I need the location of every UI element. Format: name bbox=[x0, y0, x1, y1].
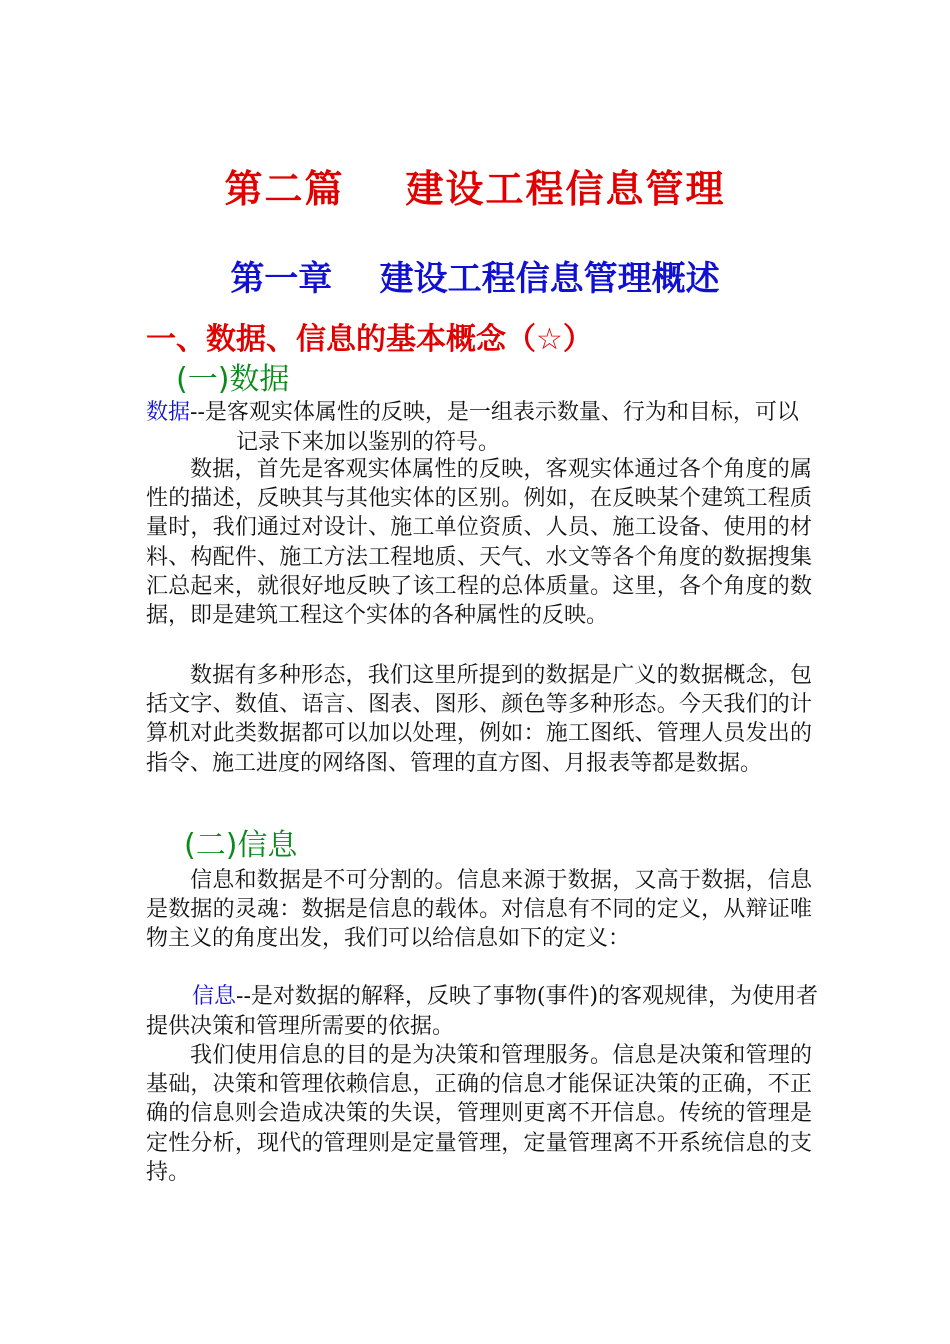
chapter-title: 第一章 建设工程信息管理概述 bbox=[230, 259, 720, 299]
subsection-heading-info: (二)信息 bbox=[184, 828, 298, 863]
info-paragraph-1: 信息和数据是不可分割的。信息来源于数据，又高于数据，信息是数据的灵魂：数据是信息的载体。对信息有不同的定义，从辩证唯物主义的角度出发，我们可以给信息如下的定义： bbox=[146, 868, 812, 952]
data-definition bbox=[146, 398, 812, 458]
info-paragraph-2: 我们使用信息的目的是为决策和管理服务。信息是决策和管理的基础，决策和管理依赖信息，正确的信息才能保证决策的正确，不正确的信息则会造成决策的失误，管理则更离不开信息。传统的管理是定性分析，现代的管理则是定量管理，定量管理离不开系统信息的支持。 bbox=[146, 1043, 812, 1185]
data-paragraph-2: 数据有多种形态，我们这里所提到的数据是广义的数据概念，包括文字、数值、语言、图表、图形、颜色等多种形态。今天我们的计算机对此类数据都可以加以处理，例如：施工图纸、管理人员发出的指令、施工进度的网络图、管理的直方图、月报表等都是数据。 bbox=[146, 663, 812, 776]
info-definition-term: 信息 bbox=[192, 984, 237, 1009]
section-heading: 一、数据、信息的基本概念（☆） bbox=[146, 322, 593, 357]
data-definition-term: 数据 bbox=[146, 400, 191, 425]
data-definition-text: --是客观实体属性的反映，是一组表示数量、行为和目标，可以记录下来加以鉴别的符号。 bbox=[190, 400, 799, 455]
data-paragraph-1: 数据，首先是客观实体属性的反映，客观实体通过各个角度的属性的描述，反映其与其他实体的区别。例如，在反映某个建筑工程质量时，我们通过对设计、施工单位资质、人员、施工设备、使用的材料、构配件、施工方法工程地质、天气、水文等各个角度的数据搜集汇总起来，就很好地反映了该工程的总体质量。这里，各个角度的数据，即是建筑工程这个实体的各种属性的反映。 bbox=[146, 457, 812, 629]
part-title: 第二篇 建设工程信息管理 bbox=[224, 166, 726, 211]
info-definition bbox=[146, 982, 826, 1042]
info-definition-text: --是对数据的解释，反映了事物(事件)的客观规律，为使用者提供决策和管理所需要的依据。 bbox=[146, 984, 819, 1039]
subsection-heading-data: (一)数据 bbox=[176, 362, 290, 397]
